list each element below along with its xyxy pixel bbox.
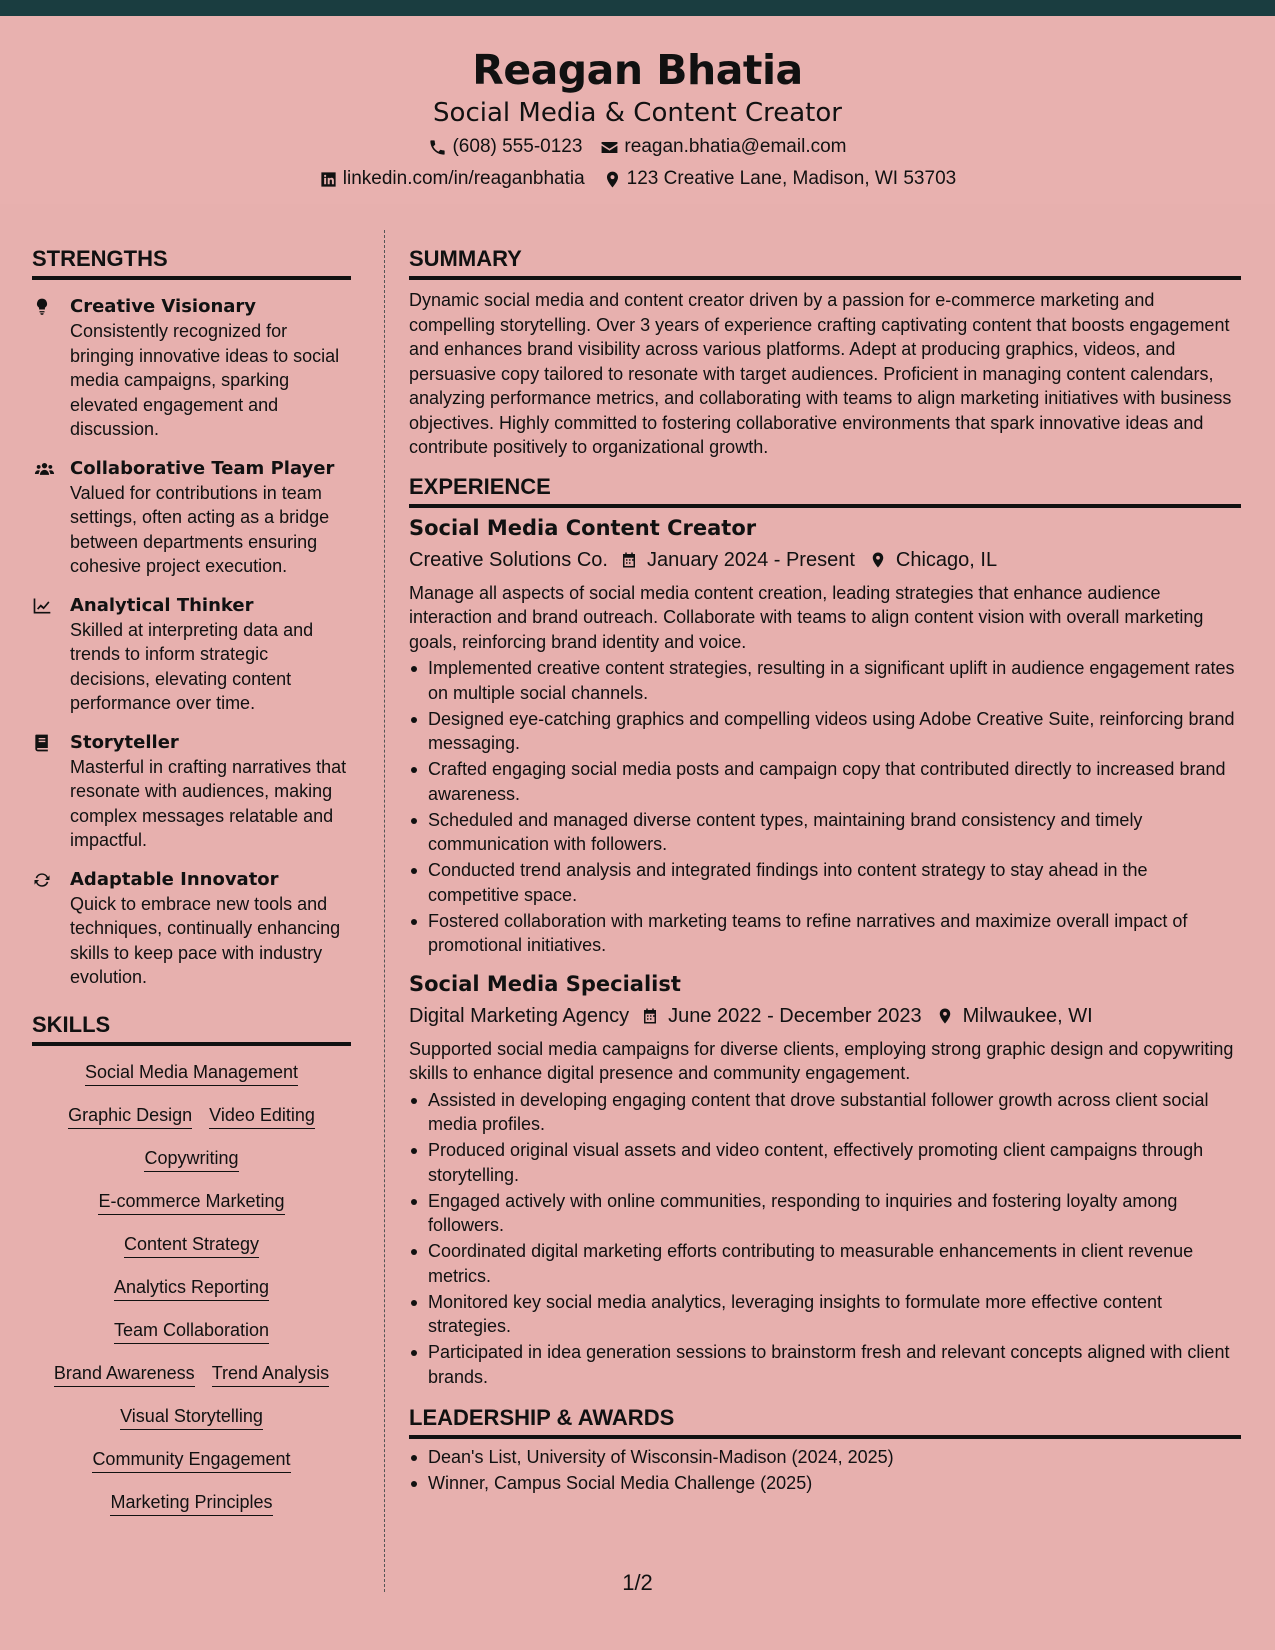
strength-item: [32, 456, 351, 579]
right-column: [409, 244, 1241, 1497]
linkedin-contact: [319, 164, 585, 194]
skill-tag: Brand Awareness: [54, 1361, 195, 1387]
job-dates: June 2022 - December 2023: [668, 1004, 922, 1027]
job-entry: [409, 514, 1241, 958]
strength-title: Storyteller: [70, 731, 179, 753]
left-column: [32, 244, 351, 1533]
phone-contact: [428, 132, 582, 162]
skill-tag: Marketing Principles: [110, 1490, 272, 1516]
lightbulb-icon: [32, 297, 52, 317]
company-name: Digital Marketing Agency: [409, 1004, 630, 1027]
strength-desc: Masterful in crafting narratives that resonate with audiences, making complex messages relatable and impactful.: [70, 756, 347, 850]
candidate-name: Reagan Bhatia: [472, 46, 803, 94]
skill-tag: Copywriting: [144, 1146, 238, 1172]
company-name: Creative Solutions Co.: [409, 548, 608, 571]
linkedin-text: linkedin.com/in/reaganbhatia: [342, 168, 585, 189]
list-item: Produced original visual assets and video content, effectively promoting client campaigns through storytelling.: [409, 1138, 1241, 1187]
map-pin-icon: [603, 170, 622, 189]
skill-tag: Community Engagement: [92, 1447, 290, 1473]
skill-tag: Video Editing: [209, 1103, 315, 1129]
job-meta: [409, 1001, 1241, 1031]
list-item: Designed eye-catching graphics and compelling videos using Adobe Creative Suite, reinforcing brand messaging.: [409, 707, 1241, 756]
resume-header: [0, 16, 1275, 204]
job-meta: [409, 545, 1241, 575]
list-item: Winner, Campus Social Media Challenge (2025): [409, 1471, 1241, 1496]
summary-text: Dynamic social media and content creator driven by a passion for e-commerce marketing and compelling storytelling. Over 3 years of experience crafting captivating content that boosts engagement and enhances brand visibility across various platforms. Adept at producing graphics, videos, and persuasive copy tailored to resonate with target audiences. Proficient in managing content calendars, analyzing performance metrics, and collaborating with teams to align marketing initiatives with business objectives. Highly committed to fostering collaborative environments that spark innovative ideas and contribute positively to organizational growth.: [409, 290, 1232, 457]
list-item: Conducted trend analysis and integrated findings into content strategy to stay ahead in the competitive space.: [409, 858, 1241, 907]
strength-title: Analytical Thinker: [70, 594, 254, 616]
skill-tag: Analytics Reporting: [114, 1275, 269, 1301]
awards-list: [409, 1445, 1241, 1496]
job-location: Milwaukee, WI: [962, 1004, 1093, 1027]
linkedin-icon: [319, 170, 338, 189]
job-entry: [409, 970, 1241, 1390]
list-item: Participated in idea generation sessions to brainstorm fresh and relevant concepts aligned with client brands.: [409, 1340, 1241, 1389]
list-item: Dean's List, University of Wisconsin-Madison (2024, 2025): [409, 1445, 1241, 1470]
job-bullets: [409, 656, 1241, 958]
skill-tag: Graphic Design: [68, 1103, 192, 1129]
skills-list: [32, 1060, 351, 1516]
phone-icon: [428, 138, 447, 157]
list-item: Engaged actively with online communities, responding to inquiries and fostering loyalty among followers.: [409, 1189, 1241, 1238]
list-item: Assisted in developing engaging content that drove substantial follower growth across client social media profiles.: [409, 1088, 1241, 1137]
job-title: Social Media Specialist: [409, 971, 681, 996]
candidate-title: Social Media & Content Creator: [433, 98, 842, 128]
address-text: 123 Creative Lane, Madison, WI 53703: [626, 168, 957, 189]
awards-heading: LEADERSHIP & AWARDS: [409, 1403, 1241, 1439]
list-item: Implemented creative content strategies, resulting in a significant uplift in audience engagement rates on multiple social channels.: [409, 656, 1241, 705]
job-location: Chicago, IL: [895, 548, 998, 571]
email-text: reagan.bhatia@email.com: [624, 136, 847, 157]
contact-row-1: [0, 132, 1275, 162]
skills-heading: SKILLS: [32, 1010, 351, 1046]
list-item: Fostered collaboration with marketing teams to refine narratives and maximize overall impact of promotional initiatives.: [409, 909, 1241, 958]
experience-heading: EXPERIENCE: [409, 472, 1241, 508]
map-pin-icon: [869, 550, 887, 570]
strength-desc: Valued for contributions in team settings, often acting as a bridge between departments ensuring cohesive project execution.: [70, 482, 330, 576]
strength-item: [32, 294, 351, 442]
strength-title: Adaptable Innovator: [70, 868, 279, 890]
strength-desc: Skilled at interpreting data and trends to inform strategic decisions, elevating content performance over time.: [70, 619, 314, 713]
skill-tag: Team Collaboration: [114, 1318, 269, 1344]
strength-item: [32, 593, 351, 716]
job-title: Social Media Content Creator: [409, 515, 757, 540]
strength-desc: Quick to embrace new tools and techniques, continually enhancing skills to keep pace with industry evolution.: [70, 893, 341, 987]
job-description: Manage all aspects of social media content creation, leading strategies that enhance audience interaction and brand outreach. Collaborate with teams to align content vision with overall marketing goals, reinforcing brand identity and voice.: [409, 582, 1204, 652]
email-contact: [600, 132, 846, 162]
list-item: Monitored key social media analytics, leveraging insights to formulate more effective content strategies.: [409, 1290, 1241, 1339]
users-icon: [32, 459, 57, 479]
contact-row-2: [0, 164, 1275, 194]
skill-tag: Trend Analysis: [212, 1361, 329, 1387]
job-description: Supported social media campaigns for diverse clients, employing strong graphic design and copywriting skills to enhance digital presence and community engagement.: [409, 1038, 1234, 1083]
strength-title: Creative Visionary: [70, 296, 257, 317]
strength-item: [32, 730, 351, 853]
job-bullets: [409, 1088, 1241, 1390]
strength-title: Collaborative Team Player: [70, 457, 335, 479]
calendar-icon: [641, 1006, 659, 1026]
skill-tag: Visual Storytelling: [120, 1404, 263, 1430]
page-number: 1/2: [622, 1570, 653, 1595]
top-accent-bar: [0, 0, 1275, 16]
job-dates: January 2024 - Present: [646, 548, 855, 571]
list-item: Crafted engaging social media posts and campaign copy that contributed directly to increased brand awareness.: [409, 757, 1241, 806]
book-icon: [32, 733, 52, 753]
strengths-heading: STRENGTHS: [32, 244, 351, 280]
skill-tag: E-commerce Marketing: [98, 1189, 284, 1215]
strength-item: [32, 867, 351, 990]
sync-icon: [32, 870, 52, 890]
column-divider: [384, 230, 385, 1592]
address-contact: [603, 164, 957, 194]
list-item: Scheduled and managed diverse content types, maintaining brand consistency and timely communication with followers.: [409, 808, 1241, 857]
chart-line-icon: [32, 596, 52, 616]
skill-tag: Social Media Management: [85, 1060, 298, 1086]
calendar-icon: [620, 550, 638, 570]
skill-tag: Content Strategy: [124, 1232, 259, 1258]
summary-heading: SUMMARY: [409, 244, 1241, 280]
phone-text: (608) 555-0123: [452, 136, 583, 157]
envelope-icon: [600, 138, 619, 157]
list-item: Coordinated digital marketing efforts contributing to measurable enhancements in client revenue metrics.: [409, 1239, 1241, 1288]
map-pin-icon: [936, 1006, 954, 1026]
strength-desc: Consistently recognized for bringing innovative ideas to social media campaigns, sparking elevated engagement and discussion.: [70, 321, 340, 439]
